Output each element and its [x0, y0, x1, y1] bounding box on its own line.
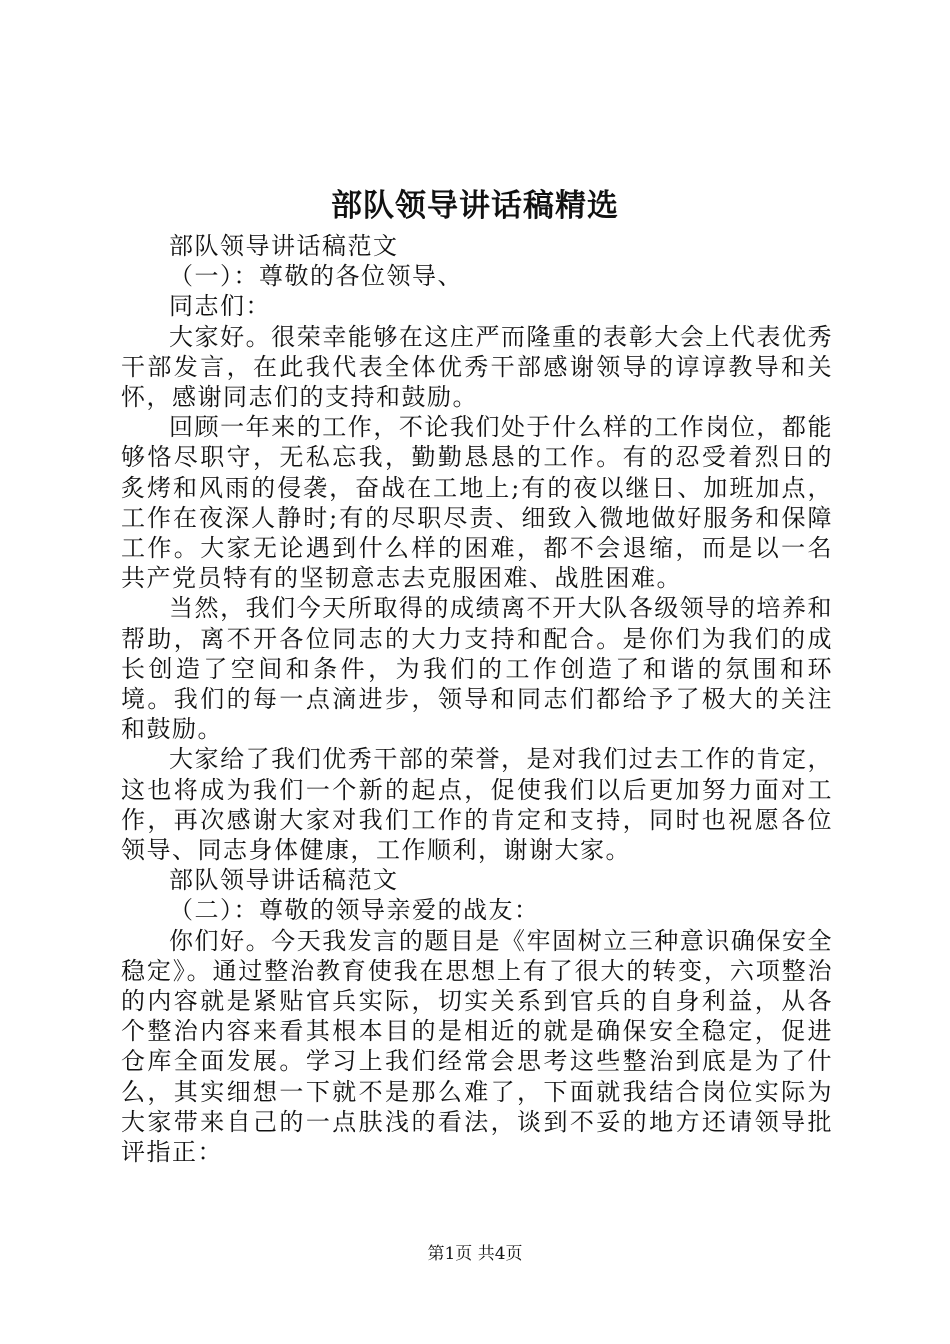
salutation: （二）：尊敬的领导亲爱的战友： [169, 896, 540, 925]
page-number: 第1页 共4页 [427, 1244, 523, 1264]
body-paragraph: 当然，我们今天所取得的成绩离不开大队各级领导的培养和帮助，离不开各位同志的大力支持和配合。是你们为我们的成长创造了空间和条件，为我们的工作创造了和谐的氛围和环境。我们的每一点滴进步，领导和同志们都给予了极大的关注和鼓励。 [121, 594, 833, 744]
section-heading: 部队领导讲话稿范文 [169, 866, 399, 895]
body-paragraph: 回顾一年来的工作，不论我们处于什么样的工作岗位，都能够恪尽职守，无私忘我，勤勤恳恳的工作。有的忍受着烈日的炙烤和风雨的侵袭，奋战在工地上;有的夜以继日、加班加点，工作在夜深人静时;有的尽职尽责、细致入微地做好服务和保障工作。大家无论遇到什么样的困难，都不会退缩，而是以一名共产党员特有的坚韧意志去克服困难、战胜困难。 [121, 413, 833, 593]
body-paragraph: 大家好。很荣幸能够在这庄严而隆重的表彰大会上代表优秀干部发言，在此我代表全体优秀干部感谢领导的谆谆教导和关怀，感谢同志们的支持和鼓励。 [121, 322, 833, 412]
section-heading: 部队领导讲话稿范文 [169, 232, 399, 260]
salutation: （一）：尊敬的各位领导、 [169, 262, 463, 291]
document-body [121, 231, 833, 1167]
salutation: 同志们： [169, 292, 271, 321]
body-paragraph: 大家给了我们优秀干部的荣誉，是对我们过去工作的肯定，这也将成为我们一个新的起点，促使我们以后更加努力面对工作，再次感谢大家对我们工作的肯定和支持，同时也祝愿各位领导、同志身体健康，工作顺利，谢谢大家。 [121, 745, 833, 865]
body-paragraph: 你们好。今天我发言的题目是《牢固树立三种意识确保安全稳定》。通过整治教育使我在思想上有了很大的转变，六项整治的内容就是紧贴官兵实际，切实关系到官兵的自身利益，从各个整治内容来看其根本目的是相近的就是确保安全稳定，促进仓库全面发展。学习上我们经常会思考这些整治到底是为了什么，其实细想一下就不是那么难了，下面就我结合岗位实际为大家带来自己的一点肤浅的看法，谈到不妥的地方还请领导批评指正： [121, 926, 833, 1167]
document-title: 部队领导讲话稿精选 [331, 188, 619, 224]
